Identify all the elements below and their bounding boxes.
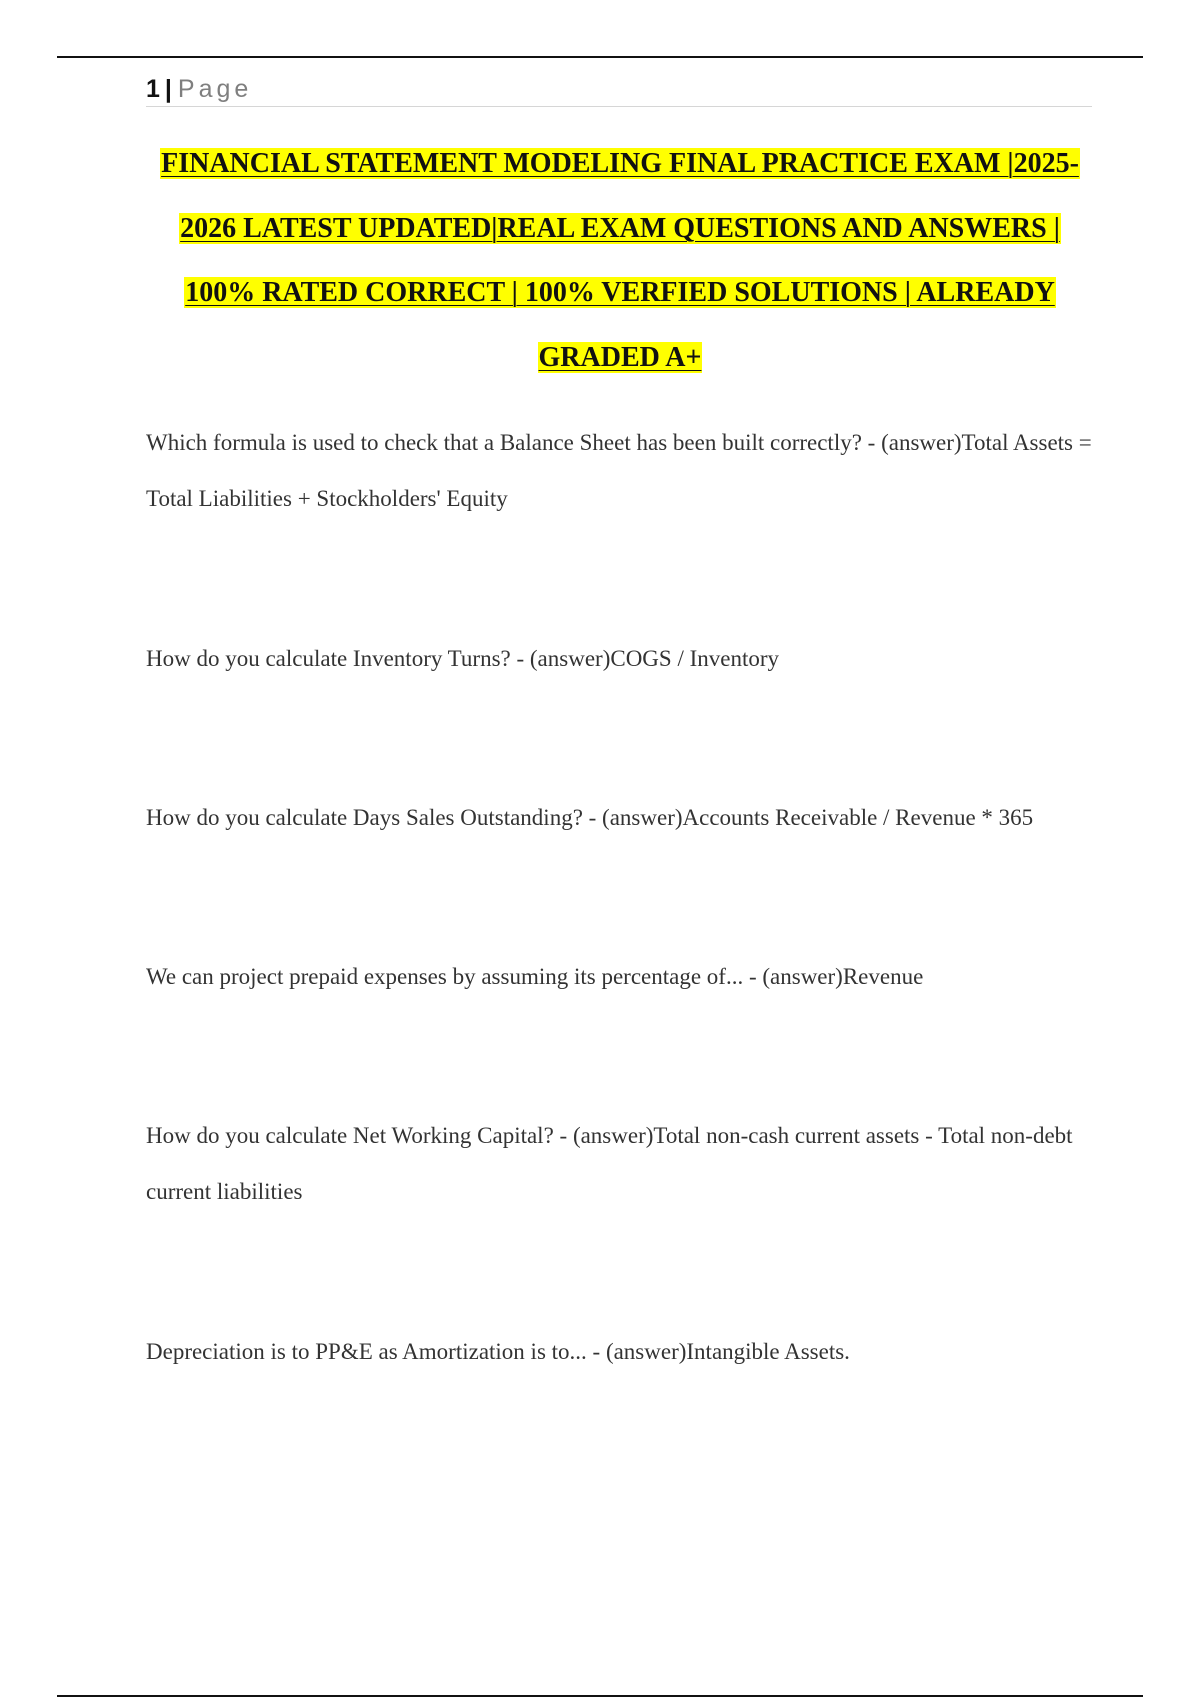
bottom-rule bbox=[57, 1695, 1143, 1697]
document-title bbox=[130, 132, 1110, 390]
qa-item-inventory-turns: How do you calculate Inventory Turns? - (answer)COGS / Inventory bbox=[146, 646, 780, 671]
qa-item-amortization: Depreciation is to PP&E as Amortization is to... - (answer)Intangible Assets. bbox=[146, 1339, 850, 1364]
title-line: FINANCIAL STATEMENT MODELING FINAL PRACTICE EXAM |2025- bbox=[161, 148, 1079, 179]
title-line: 100% RATED CORRECT | 100% VERFIED SOLUTIONS | ALREADY bbox=[185, 277, 1055, 308]
qa-item-balance-sheet-check: Which formula is used to check that a Balance Sheet has been built correctly? - (answer)Total Assets = Total Liabilities + Stockholders' Equity bbox=[146, 430, 1092, 511]
top-rule bbox=[57, 56, 1143, 58]
page-number: 1 bbox=[146, 75, 160, 103]
page-separator: | bbox=[164, 75, 172, 103]
page-header bbox=[146, 72, 1092, 107]
page-label: Page bbox=[177, 75, 253, 103]
qa-item-net-working-capital: How do you calculate Net Working Capital? - (answer)Total non-cash current assets - Total non-debt current liabilities bbox=[146, 1123, 1073, 1204]
title-line: 2026 LATEST UPDATED|REAL EXAM QUESTIONS AND ANSWERS | bbox=[180, 212, 1060, 244]
qa-item-prepaid-expenses: We can project prepaid expenses by assuming its percentage of... - (answer)Revenue bbox=[146, 964, 924, 989]
qa-item-days-sales-outstanding: How do you calculate Days Sales Outstanding? - (answer)Accounts Receivable / Revenue * 365 bbox=[146, 805, 1034, 830]
title-line: GRADED A+ bbox=[538, 341, 702, 373]
